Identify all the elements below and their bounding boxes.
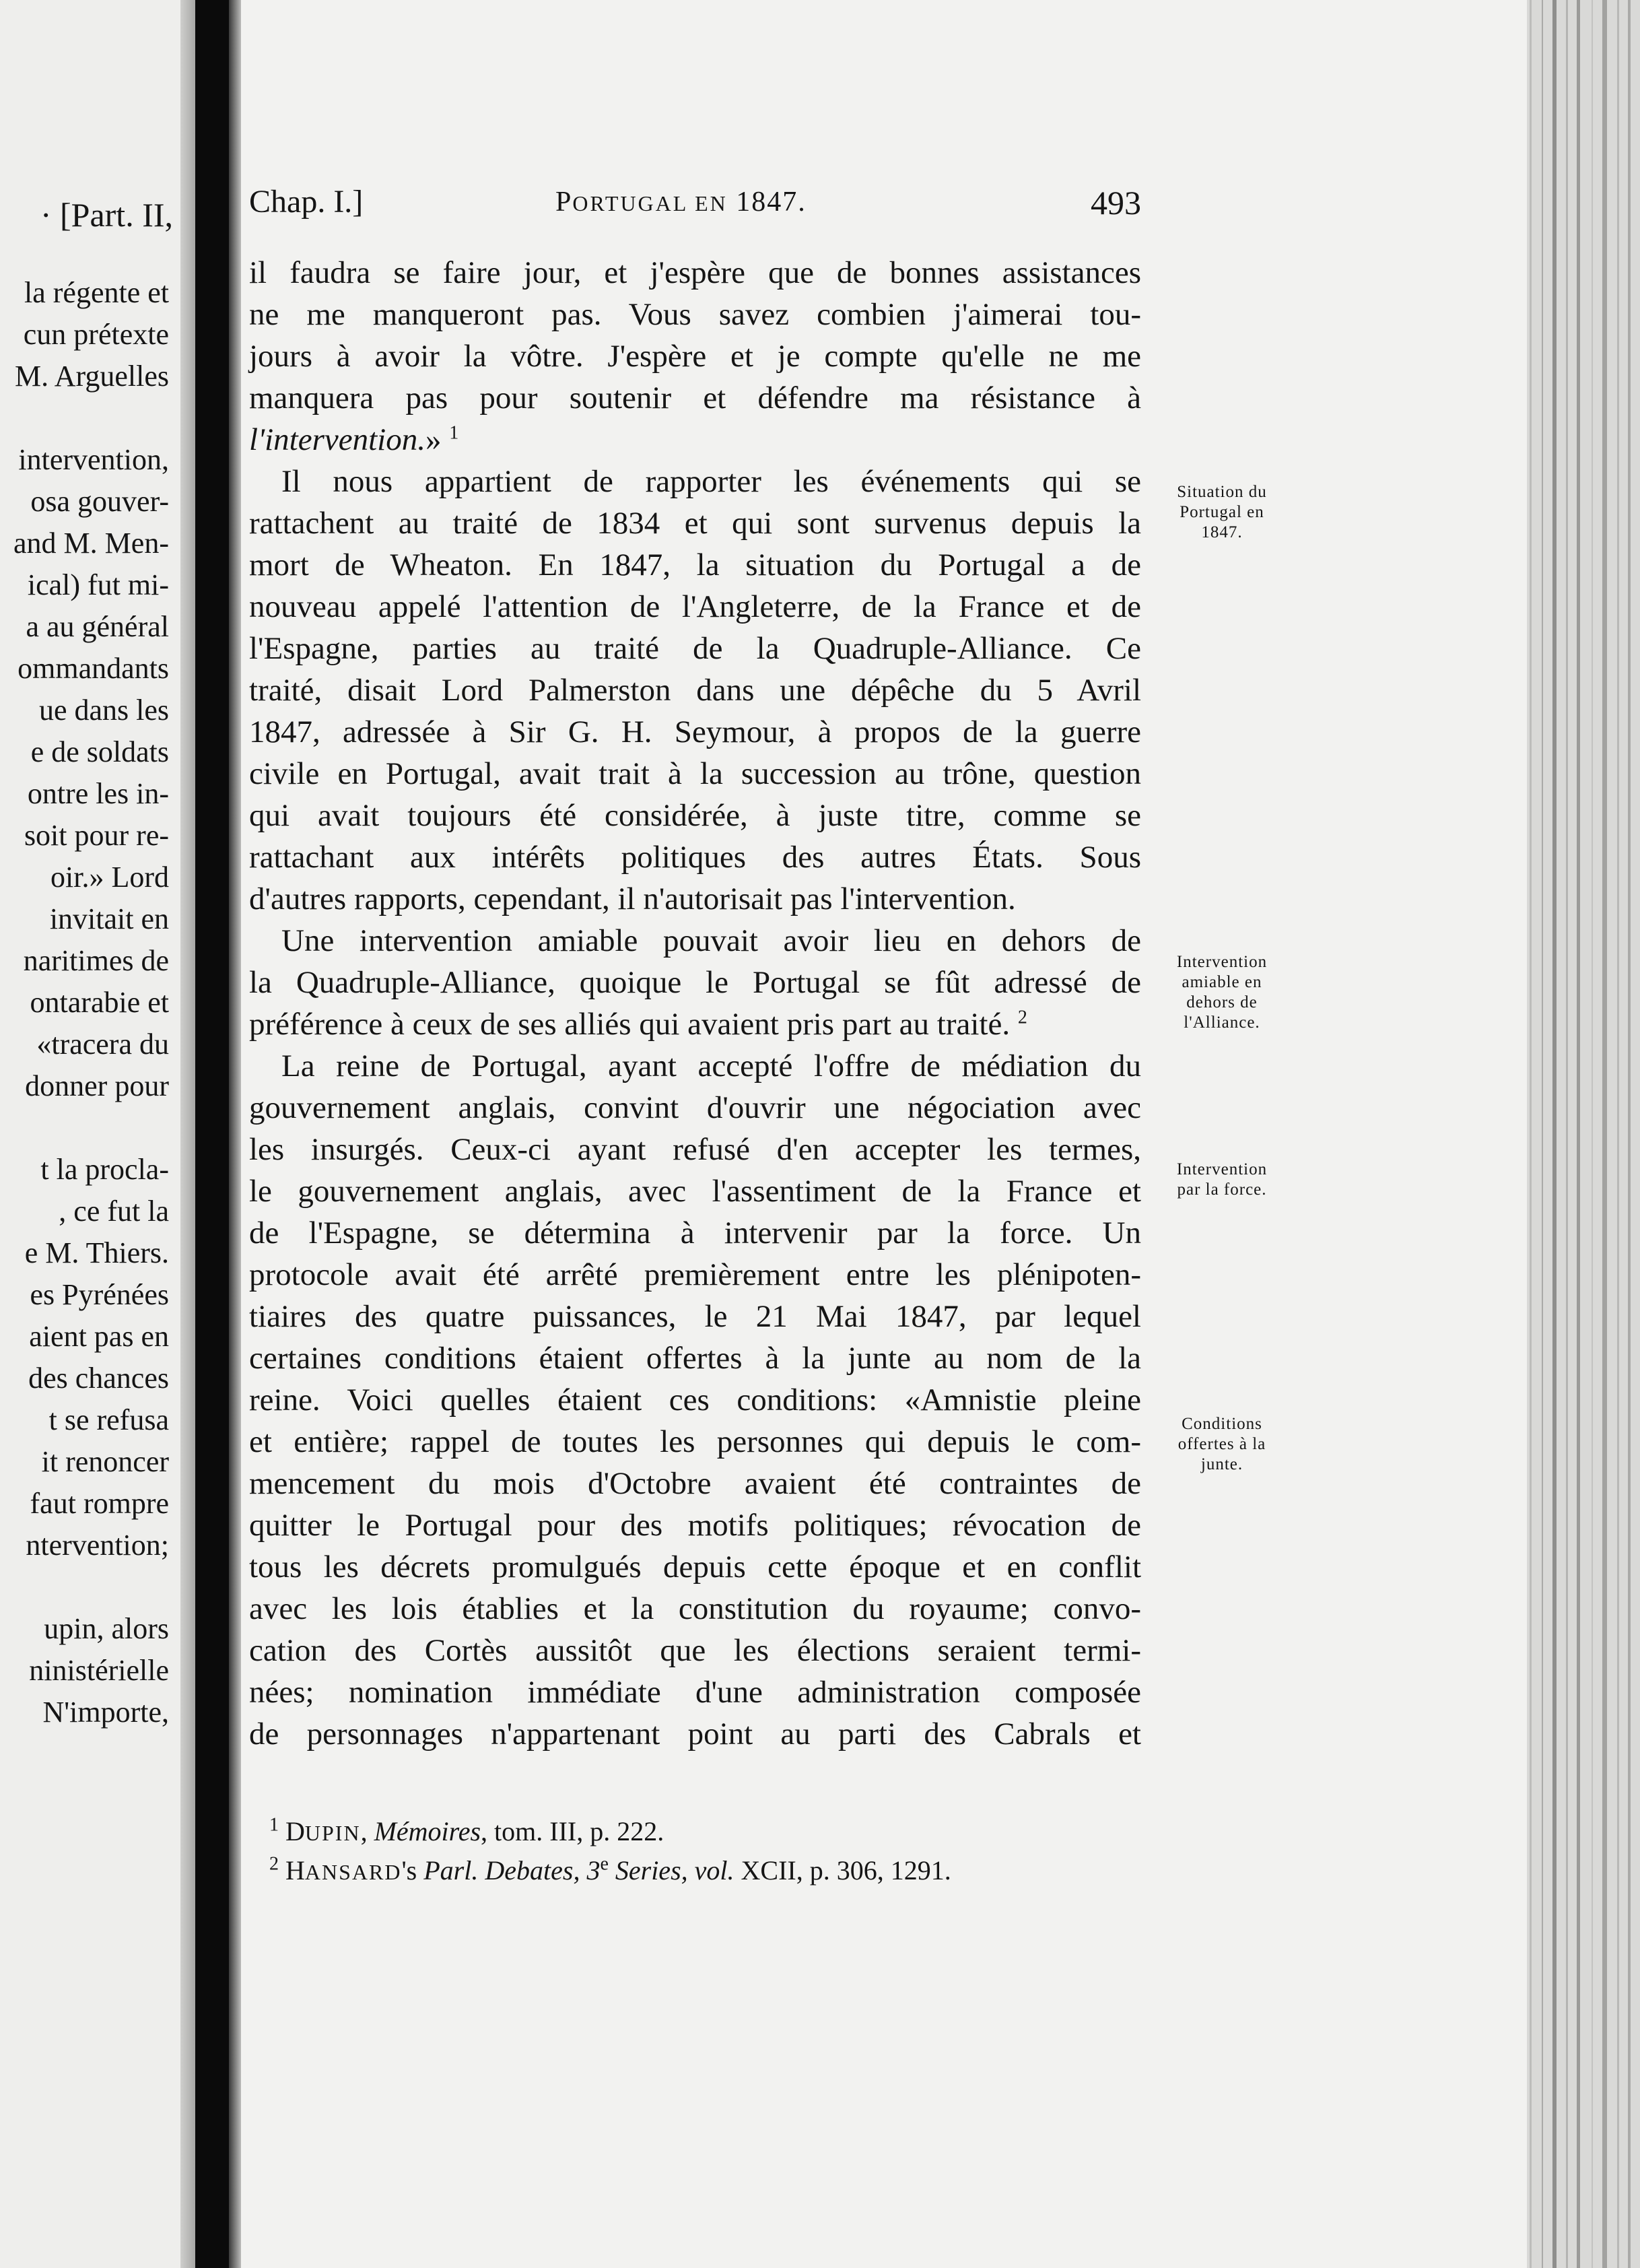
text-line <box>249 1337 1141 1379</box>
facing-page-header-mark: · <box>40 196 52 234</box>
text-line <box>249 1463 1141 1504</box>
margin-note-line: Intervention <box>1176 953 1268 971</box>
margin-note-conditions <box>1153 1414 1291 1475</box>
text-line <box>249 1379 1141 1421</box>
text-line <box>249 1630 1141 1671</box>
facing-page-line: , ce fut la <box>59 1195 169 1228</box>
text-line <box>249 836 1141 878</box>
page-edge-line <box>1592 0 1593 2268</box>
text-line <box>249 335 1141 377</box>
text-line <box>249 1421 1141 1463</box>
margin-note-line: Portugal en <box>1180 503 1264 521</box>
line-text: préférence à ceux de ses alliés qui avaient pris part au traité. <box>249 1007 1011 1042</box>
facing-page-line: donner pour <box>25 1069 169 1102</box>
facing-page-left <box>0 0 192 2268</box>
facing-page-line: soit pour re- <box>24 819 169 852</box>
facing-page-line: a au général <box>26 610 169 643</box>
page-edge-line <box>1617 0 1619 2268</box>
line-text: d'autres rapports, cependant, il n'autorisait pas l'intervention. <box>249 881 1016 916</box>
facing-page-line: invitait en <box>49 902 169 935</box>
text-line <box>249 1170 1141 1212</box>
line-text: La reine de Portugal, ayant accepté l'offre de médiation du <box>281 1048 1141 1083</box>
text-line <box>249 1003 1141 1045</box>
running-header <box>249 183 1141 230</box>
line-text: de personnages n'appartenant point au parti des Cabrals et <box>249 1716 1141 1752</box>
line-text: reine. Voici quelles étaient ces conditions: «Amnistie pleine <box>249 1382 1141 1418</box>
text-line <box>249 461 1141 502</box>
text-line <box>249 962 1141 1003</box>
facing-page-header <box>40 195 173 234</box>
facing-page-header-text: [Part. II, <box>60 196 173 234</box>
line-text: traité, disait Lord Palmerston dans une dépêche du 5 Avril <box>249 673 1141 708</box>
footnote <box>269 1813 1144 1852</box>
footnote-mark: 1 <box>269 1814 279 1836</box>
text-line <box>249 920 1141 962</box>
line-text: quitter le Portugal pour des motifs politiques; révocation de <box>249 1508 1141 1543</box>
footnote-ref: 1 <box>449 422 459 444</box>
facing-page-line: ue dans les <box>38 694 169 727</box>
text-line <box>249 1588 1141 1630</box>
text-line <box>249 502 1141 544</box>
margin-note-line: offertes à la <box>1177 1435 1266 1453</box>
facing-page-line: la régente et <box>24 276 169 309</box>
facing-page-line: es Pyrénées <box>30 1278 169 1311</box>
footnotes <box>269 1813 1144 1891</box>
paragraph <box>249 252 1141 461</box>
page-edge-line <box>1552 0 1557 2268</box>
line-text: protocole avait été arrêté premièrement entre les plénipoten- <box>249 1257 1141 1292</box>
text-line <box>249 1671 1141 1713</box>
margin-note-line: dehors de <box>1186 993 1258 1011</box>
margin-note-line: l'Alliance. <box>1184 1013 1260 1032</box>
line-text: gouvernement anglais, convint d'ouvrir une négociation avec <box>249 1090 1141 1125</box>
text-line <box>249 294 1141 335</box>
footnote-author: UPIN <box>304 1821 361 1845</box>
running-title: PORTUGAL EN 1847. <box>555 187 807 218</box>
line-text: la Quadruple-Alliance, quoique le Portugal se fût adressé de <box>249 965 1141 1000</box>
facing-page-line: t la procla- <box>40 1153 169 1186</box>
margin-note-line: Intervention <box>1176 1160 1268 1178</box>
margin-note-intervention-amiable <box>1153 952 1291 1033</box>
facing-page-line: ontre les in- <box>27 777 169 810</box>
facing-page-line: ommandants <box>18 652 169 685</box>
text-line <box>249 1087 1141 1129</box>
footnote-author: ANSARD <box>304 1860 402 1884</box>
footnote-work: Parl. Debates, 3 <box>423 1855 601 1886</box>
line-text: qui avait toujours été considérée, à juste titre, comme se <box>249 798 1141 833</box>
line-text: nouveau appelé l'attention de l'Angleterre, de la France et de <box>249 589 1141 624</box>
line-text: ne me manqueront pas. Vous savez combien j'aimerai tou- <box>249 297 1141 332</box>
text-line <box>249 1546 1141 1588</box>
footnote-rest: , tom. III, p. 222. <box>481 1816 664 1846</box>
facing-page-line: N'importe, <box>42 1696 169 1729</box>
chapter-label: Chap. I.] <box>249 184 364 220</box>
text-line <box>249 1713 1141 1755</box>
page-edge-line <box>1602 0 1607 2268</box>
facing-page-line: cun prétexte <box>23 318 169 351</box>
facing-page-line: des chances <box>28 1362 169 1395</box>
line-text: civile en Portugal, avait trait à la succession au trône, question <box>249 756 1141 791</box>
page-edges <box>1527 0 1640 2268</box>
text-line <box>249 544 1141 586</box>
text-line <box>249 377 1141 419</box>
line-text: les insurgés. Ceux-ci ayant refusé d'en accepter les termes, <box>249 1132 1141 1167</box>
facing-page-line: intervention, <box>18 443 169 476</box>
margin-note-line: Situation du <box>1177 483 1267 501</box>
footnote-work-sup: e <box>600 1853 609 1875</box>
line-text: » <box>425 422 450 457</box>
margin-note-situation <box>1153 482 1291 543</box>
footnote-rest: XCII, p. 306, 1291. <box>734 1855 951 1886</box>
line-text: l'Espagne, parties au traité de la Quadruple-Alliance. Ce <box>249 631 1141 666</box>
paragraph <box>249 1045 1141 1755</box>
facing-page-line <box>0 1107 169 1149</box>
facing-page-line: «tracera du <box>36 1028 169 1061</box>
text-line <box>249 878 1141 920</box>
margin-note-line: junte. <box>1200 1455 1243 1473</box>
text-line <box>249 586 1141 628</box>
line-text: Il nous appartient de rapporter les événements qui se <box>281 464 1141 499</box>
line-text: de l'Espagne, se détermina à intervenir par la force. Un <box>249 1215 1141 1250</box>
footnote <box>269 1852 1144 1891</box>
text-line <box>249 753 1141 795</box>
facing-page-line: ontarabie et <box>30 986 169 1019</box>
facing-page-line: aient pas en <box>29 1320 169 1353</box>
line-text: Une intervention amiable pouvait avoir lieu en dehors de <box>281 923 1141 958</box>
page-edge-line <box>1542 0 1543 2268</box>
text-line <box>249 1504 1141 1546</box>
text-line <box>249 795 1141 836</box>
line-text: le gouvernement anglais, avec l'assentiment de la France et <box>249 1174 1141 1209</box>
text-line <box>249 669 1141 711</box>
margin-note-line: Conditions <box>1182 1415 1262 1433</box>
footnote-sep: , <box>360 1816 374 1846</box>
line-text: rattachent au traité de 1834 et qui sont survenus depuis la <box>249 506 1141 541</box>
facing-page-line <box>0 1566 169 1608</box>
text-line <box>249 1296 1141 1337</box>
body-text <box>249 252 1141 1755</box>
page-edge-line <box>1530 0 1532 2268</box>
text-line <box>249 419 1141 461</box>
line-text: tous les décrets promulgués depuis cette époque et en conflit <box>249 1549 1141 1585</box>
footnote-work: Series, vol. <box>608 1855 734 1886</box>
facing-page-line: upin, alors <box>44 1612 169 1645</box>
line-text: 1847, adressée à Sir G. H. Seymour, à propos de la guerre <box>249 714 1141 749</box>
text-line <box>249 1212 1141 1254</box>
footnote-author-initial: H <box>285 1855 305 1886</box>
margin-note-line: amiable en <box>1182 973 1262 991</box>
facing-page-line: M. Arguelles <box>15 360 169 393</box>
line-text: rattachant aux intérêts politiques des autres États. Sous <box>249 840 1141 875</box>
line-text: certaines conditions étaient offertes à la junte au nom de la <box>249 1341 1141 1376</box>
text-line <box>249 252 1141 294</box>
facing-page-line: oir.» Lord <box>50 861 169 894</box>
facing-page-line: ntervention; <box>26 1529 169 1562</box>
text-line <box>249 1129 1141 1170</box>
footnote-mark: 2 <box>269 1853 279 1875</box>
text-line <box>249 628 1141 669</box>
footnote-sep: 's <box>401 1855 424 1886</box>
facing-page-line: t se refusa <box>48 1403 169 1436</box>
margin-note-line: 1847. <box>1201 523 1243 541</box>
line-text: et entière; rappel de toutes les personnes qui depuis le com- <box>249 1424 1141 1459</box>
facing-page-line: e de soldats <box>30 735 169 768</box>
line-text: il faudra se faire jour, et j'espère que de bonnes assistances <box>249 255 1141 290</box>
line-text: cation des Cortès aussitôt que les élections seraient termi- <box>249 1633 1141 1668</box>
text-line <box>249 711 1141 753</box>
line-text: manquera pas pour soutenir et défendre ma résistance à <box>249 380 1141 415</box>
text-line <box>249 1045 1141 1087</box>
margin-note-line: par la force. <box>1177 1180 1267 1199</box>
page-edge-line <box>1566 0 1568 2268</box>
line-text: avec les lois établies et la constitution du royaume; convo- <box>249 1591 1141 1626</box>
facing-page-line: ical) fut mi- <box>27 568 169 601</box>
paragraph <box>249 461 1141 920</box>
paragraph <box>249 920 1141 1045</box>
footnote-author-initial: D <box>285 1816 305 1846</box>
footnote-work: Mémoires <box>374 1816 481 1846</box>
line-text: mort de Wheaton. En 1847, la situation du Portugal a de <box>249 547 1141 582</box>
facing-page-line: and M. Men- <box>13 527 169 560</box>
page-edge-line <box>1577 0 1580 2268</box>
line-text: mencement du mois d'Octobre avaient été contraintes de <box>249 1466 1141 1501</box>
text-line <box>249 1254 1141 1296</box>
facing-page-line: it renoncer <box>41 1445 169 1478</box>
facing-page-text <box>0 272 169 1733</box>
facing-page-line: faut rompre <box>30 1487 169 1520</box>
facing-page-line: ninistérielle <box>29 1654 169 1687</box>
facing-page-line: osa gouver- <box>30 485 169 518</box>
margin-note-intervention-force <box>1153 1160 1291 1200</box>
line-text: nées; nomination immédiate d'une administration composée <box>249 1675 1141 1710</box>
line-text: tiaires des quatre puissances, le 21 Mai 1847, par lequel <box>249 1299 1141 1334</box>
page-number: 493 <box>1091 184 1141 222</box>
facing-page-line <box>0 397 169 439</box>
footnote-ref: 2 <box>1017 1007 1027 1028</box>
facing-page-line: e M. Thiers. <box>24 1236 169 1269</box>
facing-page-line: naritimes de <box>23 944 169 977</box>
line-text: jours à avoir la vôtre. J'espère et je compte qu'elle ne me <box>249 339 1141 374</box>
line-text-italic: l'intervention. <box>249 422 425 457</box>
page-edge-line <box>1628 0 1631 2268</box>
